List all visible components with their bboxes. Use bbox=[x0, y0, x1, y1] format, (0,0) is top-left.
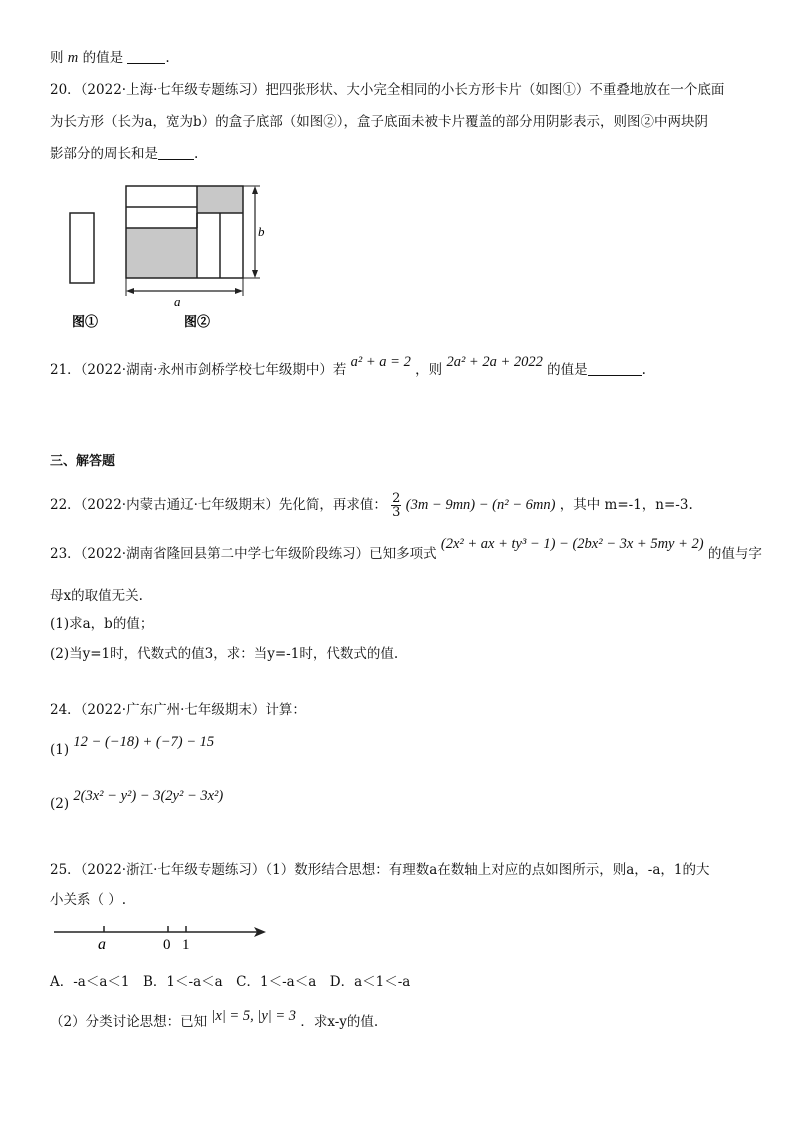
q21 bbox=[50, 354, 646, 380]
number-line bbox=[52, 918, 282, 954]
q22-fraction bbox=[391, 492, 401, 519]
q24-p1-label: (1) bbox=[50, 742, 70, 758]
dim-a-arrow bbox=[126, 278, 243, 309]
q21-suffix: 的值是 bbox=[547, 362, 588, 378]
answer-blank[interactable] bbox=[127, 49, 165, 64]
q22-expression: (3m − 9mn) − (n² − 6mn) bbox=[405, 497, 556, 513]
fig2-shade-bottom-left bbox=[126, 228, 197, 278]
dim-b-arrow bbox=[243, 186, 265, 278]
q23-expression: (2x² + ax + ty³ − 1) − (2bx² − 3x + 5my + 2) bbox=[440, 536, 704, 552]
q24-part2 bbox=[50, 786, 224, 812]
tick-label-0: 0 bbox=[163, 937, 171, 953]
prev-tail-end: . bbox=[165, 50, 170, 66]
q23-prefix: 23．（2022·湖南省隆回县第二中学七年级阶段练习）已知多项式 bbox=[50, 546, 437, 562]
q24-p2-label: (2) bbox=[50, 796, 70, 812]
q25-part2-prefix: （2）分类讨论思想：已知 bbox=[50, 1014, 208, 1030]
dim-b-label: b bbox=[258, 224, 265, 239]
prev-tail-var: m bbox=[67, 50, 79, 66]
q22-suffix: ，其中 m=-1，n=-3. bbox=[559, 497, 693, 513]
q20-end: . bbox=[194, 146, 199, 162]
q25-line2: 小关系（ ）. bbox=[50, 892, 127, 908]
q22-prefix: 22．（2022·内蒙古通辽·七年级期末）先化简，再求值： bbox=[50, 497, 387, 513]
prev-question-tail bbox=[50, 48, 170, 68]
q24-p1-expression: 12 − (−18) + (−7) − 15 bbox=[73, 734, 215, 750]
fig1-label: 图① bbox=[72, 314, 99, 329]
tick-label-1: 1 bbox=[182, 937, 190, 953]
dim-a-label: a bbox=[174, 294, 181, 309]
q20-line1: 20．（2022·上海·七年级专题练习）把四张形状、大小完全相同的小长方形卡片（如图①）不重叠地放在一个底面 bbox=[50, 82, 725, 98]
q20-line2: 为长方形（长为a，宽为b）的盒子底部（如图②），盒子底面未被卡片覆盖的部分用阴影表示，则图②中两块阴 bbox=[50, 114, 708, 130]
q25-line1: 25．（2022·浙江·七年级专题练习）（1）数形结合思想：有理数a在数轴上对应的点如图所示，则a，-a，1的大 bbox=[50, 862, 710, 878]
q24-prompt: 24．（2022·广东广州·七年级期末）计算： bbox=[50, 702, 306, 718]
q22-frac-num: 2 bbox=[392, 491, 401, 506]
answer-blank[interactable] bbox=[158, 145, 194, 160]
q20-figures bbox=[60, 178, 280, 338]
answer-blank[interactable] bbox=[588, 361, 642, 376]
q25-part2 bbox=[50, 1008, 379, 1032]
q22-frac-den: 3 bbox=[392, 505, 401, 520]
q21-end: . bbox=[641, 362, 646, 378]
q21-mid: ，则 bbox=[415, 362, 443, 378]
q25-part2-condition: |x| = 5, |y| = 3 bbox=[211, 1008, 297, 1024]
q21-condition: a² + a = 2 bbox=[350, 354, 411, 370]
section-title: 三、解答题 bbox=[50, 454, 116, 469]
tick-label-a: a bbox=[98, 936, 106, 953]
q23-suffix: 的值与字 bbox=[707, 546, 762, 562]
q21-prefix: 21．（2022·湖南·永州市剑桥学校七年级期中）若 bbox=[50, 362, 347, 378]
q23-line1 bbox=[50, 536, 762, 564]
prev-tail-prefix: 则 bbox=[50, 50, 64, 66]
q23-part1: (1)求a，b的值； bbox=[50, 616, 154, 632]
q23-line2: 母x的取值无关. bbox=[50, 588, 143, 604]
q20-line3 bbox=[50, 144, 198, 164]
q25-part2-suffix: ．求x-y的值. bbox=[300, 1014, 379, 1030]
q20-line3-text: 影部分的周长和是 bbox=[50, 146, 158, 162]
prev-tail-suffix: 的值是 bbox=[82, 50, 124, 66]
fig2-label: 图② bbox=[184, 314, 211, 329]
q21-expression: 2a² + 2a + 2022 bbox=[446, 354, 543, 370]
fig2-box bbox=[126, 186, 243, 278]
q22 bbox=[50, 492, 693, 519]
fig2-shade-top-right bbox=[197, 186, 243, 213]
q24-part1 bbox=[50, 732, 215, 758]
fig1-card bbox=[70, 213, 94, 283]
q23-part2: (2)当y=1时，代数式的值3，求：当y=-1时，代数式的值. bbox=[50, 646, 399, 662]
q25-options: A．-a＜a＜1 B．1＜-a＜a C．1＜-a＜a D．a＜1＜-a bbox=[50, 974, 411, 990]
q24-p2-expression: 2(3x² − y²) − 3(2y² − 3x²) bbox=[73, 788, 224, 804]
